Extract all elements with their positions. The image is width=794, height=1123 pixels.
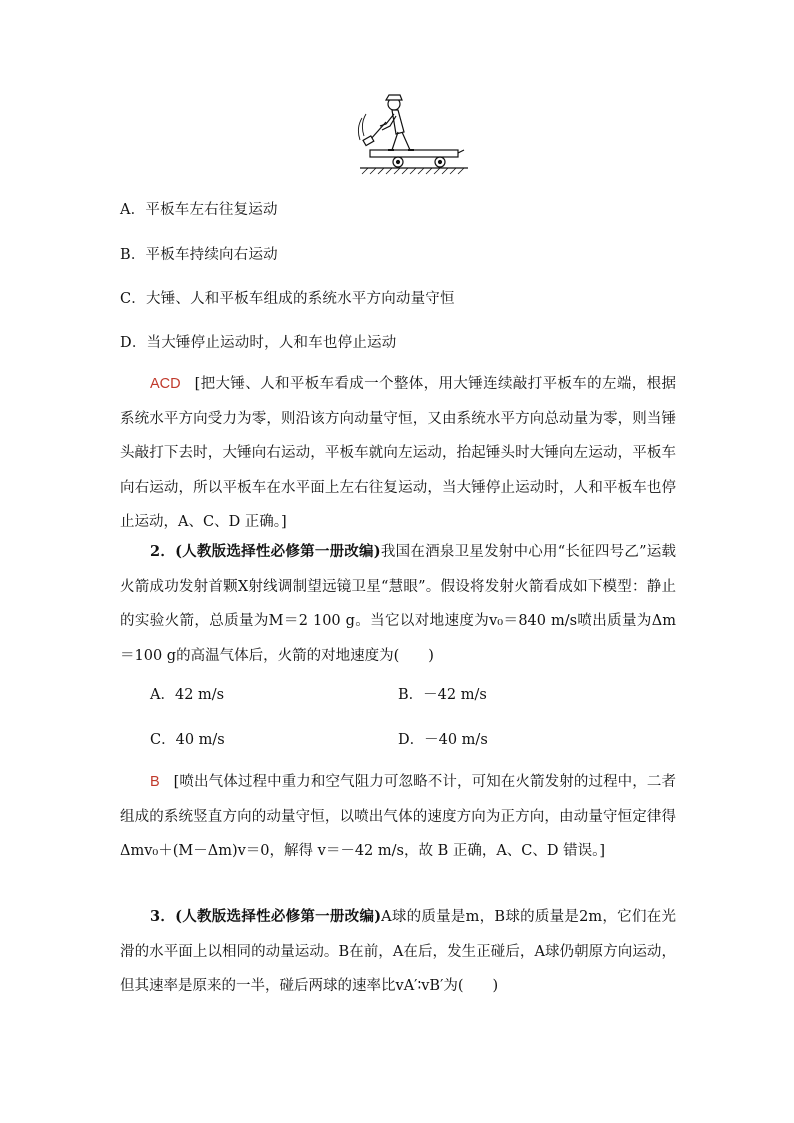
q2-option-c: C．40 m/s (150, 732, 225, 748)
q3-stem: A球的质量是m，B球的质量是2m，它们在光滑的水平面上以相同的动量运动。B在前，A在后，发生正碰后，A球仍朝原方向运动，但其速率是原来的一半，碰后两球的速率比vA′∶vB′为( ) (120, 909, 676, 994)
q2-stem-block (120, 535, 676, 673)
q3-stem-block (120, 900, 676, 1004)
q2-explanation: [喷出气体过程中重力和空气阻力可忽略不计，可知在火箭发射的过程中，二者组成的系统竖直方向的动量守恒，以喷出气体的速度方向为正方向，由动量守恒定律得 Δmv₀＋(M－Δm)v＝0，解得 v＝－42 m/s，故 B 正确，A、C、D 错误。] (120, 774, 676, 859)
q2-answer-key: B (150, 774, 160, 790)
q1-explanation-block (120, 367, 676, 540)
q1-option-d: D．当大锤停止运动时，人和车也停止运动 (120, 335, 397, 351)
q3-source: (人教版选择性必修第一册改编) (175, 908, 382, 925)
q1-option-a: A．平板车左右往复运动 (120, 202, 278, 218)
q2-option-d: D．－40 m/s (398, 732, 488, 748)
q2-option-a: A．42 m/s (150, 687, 225, 703)
q1-explanation: [把大锤、人和平板车看成一个整体，用大锤连续敲打平板车的左端，根据系统水平方向受力为零，则沿该方向动量守恒，又由系统水平方向总动量为零，则当锤头敲打下去时，大锤向右运动，平板车就向左运动，抬起锤头时大锤向左运动，平板车向右运动，所以平板车在水平面上左右往复运动，当大锤停止运动时，人和平板车也停止运动，A、C、D 正确。] (120, 376, 676, 530)
person-hammering-cart-icon (356, 88, 472, 176)
q2-source: (人教版选择性必修第一册改编) (175, 543, 381, 560)
q2-number: 2． (150, 543, 176, 560)
q2-stem: 我国在酒泉卫星发射中心用“长征四号乙”运载火箭成功发射首颗X射线调制望远镜卫星“慧眼”。假设将发射火箭看成如下模型：静止的实验火箭，总质量为M＝2 100 g。当它以对地速度为v₀＝840 m/s喷出质量为Δm＝100 g的高温气体后，火箭的对地速度为( ) (120, 544, 676, 664)
q2-explanation-block (120, 765, 676, 869)
q1-option-b: B．平板车持续向右运动 (120, 247, 278, 263)
q1-option-c: C．大锤、人和平板车组成的系统水平方向动量守恒 (120, 291, 455, 307)
q2-option-b: B．－42 m/s (398, 687, 487, 703)
q3-number: 3． (150, 908, 176, 925)
q1-answer-key: ACD (150, 376, 181, 392)
